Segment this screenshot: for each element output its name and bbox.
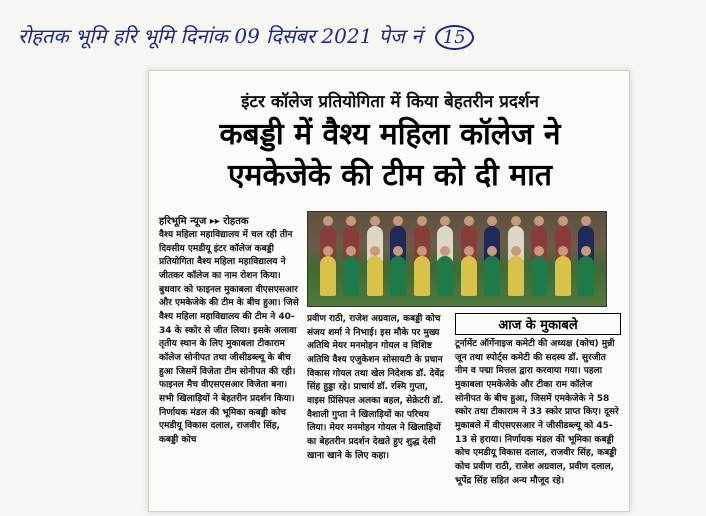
handwritten-note bbox=[18, 22, 698, 62]
headline-line-1: कबड्डी में वैश्य महिला कॉलेज ने bbox=[219, 117, 561, 152]
article-column-1: वैश्य महिला महाविद्यालय में चल रही तीन दिवसीय एमडीयू इंटर कॉलेज कबड्डी प्रतियोगिता वैश्य महिला महाविद्यालय ने जीतकर कॉलेज का नाम रोशन किया। बुधवार को फाइनल मुकाबला वीएसएसआर और एमकेजेके की टीम के बीच हुआ। जिसे वैश्य महिला महाविद्यालय की टीम ने 40-34 के स्कोर से जीत लिया। इसके अलावा तृतीय स्थान के लिए मुकाबला टीकाराम कॉलेज सोनीपत तथा जीसीडब्ल्यू के बीच हुआ जिसमें विजेता टीम सोनीपत की रही। फाइनल मैच वीएसएसआर विजेता बना। सभी खिलाड़ियों ने बेहतरीन प्रदर्शन किया। निर्णायक मंडल की भूमिका कबड्डी कोच एमडीयू विकास दलाल, राजवीर सिंह, कबड्डी कोच bbox=[159, 230, 299, 446]
handwritten-note-text: रोहतक भूमि हरि भूमि दिनांक 09 दिसंबर 2021 पेज नं bbox=[18, 24, 423, 48]
page-number-circle: 15 bbox=[435, 25, 474, 50]
headline-line-2: एमकेजेके की टीम को दी मात bbox=[227, 157, 553, 193]
article-byline: हरिभूमि न्यूज ▸▸ रोहतक bbox=[159, 216, 249, 227]
article-kicker: इंटर कॉलेज प्रतियोगिता में किया बेहतरीन प्रदर्शन bbox=[241, 92, 539, 112]
todays-matches-box bbox=[455, 313, 621, 511]
photo-front-row bbox=[316, 256, 598, 296]
newspaper-clipping bbox=[148, 70, 630, 512]
todays-matches-title: आज के मुकाबले bbox=[455, 313, 621, 335]
team-photo bbox=[307, 211, 607, 307]
todays-matches-text: टूर्नामेंट ऑर्गेनाइज कमेटी की अध्यक्ष (कोच) मुन्नी जून तथा स्पोर्ट्स कमेटी की सदस्य डॉ. सुरजीत नीम व पद्मा मित्तल द्वारा करवाया गया। पहला मुकाबला एमकेजेके और टीका राम कॉलेज सोनीपत के बीच हुआ, जिसमें एमकेजेके ने 58 स्कोर तथा टीकाराम ने 33 स्कोर प्राप्त किए। दूसरे मुकाबले में वीएसएसआर ने जीसीडब्ल्यू को 45-13 से हराया। निर्णायक मंडल की भूमिका कबड्डी कोच एमडीयू विकास दलाल, राजवीर सिंह, कबड्डी कोच प्रवीण राठी, राजेश अग्रवाल, प्रवीण दलाल, भूपेंद्र सिंह सहित अन्य मौजूद रहे। bbox=[455, 339, 619, 486]
article-headline bbox=[161, 115, 619, 196]
article-column-2: प्रवीण राठी, राजेश अग्रवाल, कबड्डी कोच संजय शर्मा ने निभाई। इस मौके पर मुख्य अतिथि मेयर मनमोहन गोयल व विशिष्ट अतिथि वैश्य एजुकेशन सोसायटी के प्रधान विकास गोयल तथा खेल निदेशक डॉ. देवेंद्र सिंह हुड्डा रहे। प्राचार्य डॉ. रश्मि गुप्ता, वाइस प्रिंसिपल अलका बहल, सेक्रेटरी डॉ. वैशाली गुप्ता ने खिलाड़ियों का परिचय लिया। मेयर मनमोहन गोयल ने खिलाड़ियों का बेहतरीन प्रदर्शन देखते हुए शुद्ध देसी खाना खाने के लिए कहा। bbox=[307, 314, 445, 461]
